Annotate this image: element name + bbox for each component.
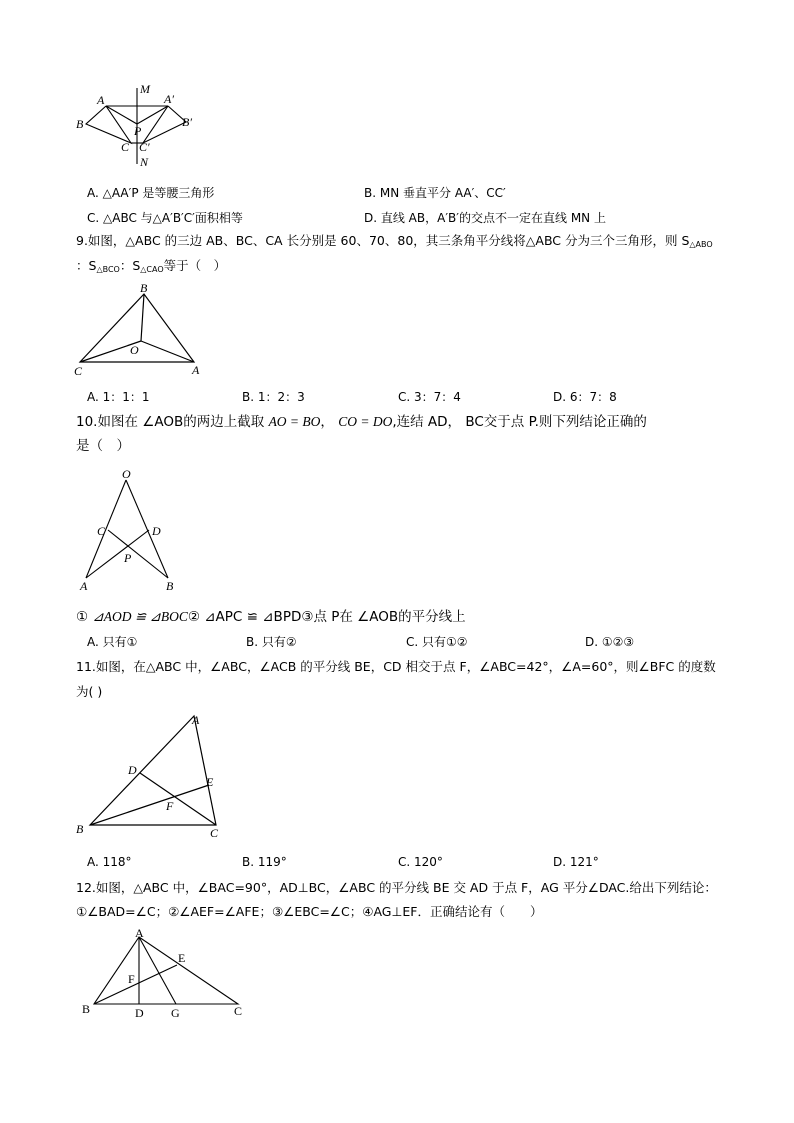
label-c: C: [74, 364, 83, 378]
q9-option-d: D. 6：7：8: [553, 390, 617, 404]
q8-option-a: A. △AA′P 是等腰三角形: [87, 186, 215, 200]
q11-option-c: C. 120°: [398, 855, 443, 869]
label-o: O: [122, 467, 131, 481]
triangle-a2b2c2: [143, 106, 186, 143]
q10-figure: [72, 464, 192, 596]
label-c: C: [121, 140, 130, 154]
triangle-abc: [90, 716, 216, 825]
label-d: D: [152, 524, 161, 538]
q10-option-c: C. 只有①②: [406, 635, 468, 649]
label-c-prime: C′: [139, 140, 150, 154]
label-f: F: [166, 799, 174, 813]
label-g: G: [171, 1006, 180, 1020]
label-a: A: [192, 363, 200, 377]
segment-ap: [106, 106, 137, 124]
q10-statements: ① ⊿AOD ≌ ⊿BOC② ⊿APC ≌ ⊿BPD③点 P在 ∠AOB的平分线上: [76, 609, 466, 625]
q8-option-b: B. MN 垂直平分 AA′、CC′: [364, 186, 506, 200]
label-p: P: [134, 124, 142, 138]
label-c: C: [97, 524, 106, 538]
q12-question-line1: 12.如图，△ABC 中，∠BAC=90°，AD⊥BC，∠ABC 的平分线 BE 交 AD 于点 F，AG 平分∠DAC.给出下列结论：: [76, 880, 717, 895]
q9-question-line2: ：$S_{\triangle BCO}$：$S_{\triangle CAO}$等于（ ）: [76, 258, 227, 274]
q10-option-d: D. ①②③: [585, 635, 635, 649]
label-b: B: [166, 579, 174, 593]
label-a: A: [135, 926, 144, 940]
label-a: A: [192, 713, 200, 727]
q9-option-c: C. 3：7：4: [398, 390, 461, 404]
q9-option-a: A. 1：1：1: [87, 390, 150, 404]
segment-be: [90, 785, 209, 825]
segment-bo: [141, 294, 144, 341]
q10-question-line2: 是（ ）: [76, 438, 130, 454]
q10-option-b: B. 只有②: [246, 635, 297, 649]
q9-question-line1: 9.如图，△ABC 的三边 AB、BC、CA 长分别是 60、70、80，其三条角平分线将△ABC 分为三个三角形，则 $S_{\triangle ABO}$: [76, 233, 713, 249]
label-m: M: [140, 82, 150, 96]
q12-question-line2: ①∠BAD=∠C；②∠AEF=∠AFE；③∠EBC=∠C；④AG⊥EF．正确结论有（ ）: [76, 904, 543, 919]
label-o: O: [130, 343, 139, 357]
label-b-prime: B′: [182, 115, 192, 129]
triangle-abc: [86, 106, 131, 143]
label-e: E: [178, 951, 186, 965]
q11-option-a: A. 118°: [87, 855, 132, 869]
q11-question-line1: 11.如图，在△ABC 中，∠ABC，∠ACB 的平分线 BE，CD 相交于点 F，∠ABC=42°，∠A=60°，则∠BFC 的度数: [76, 659, 716, 674]
q10-option-a: A. 只有①: [87, 635, 138, 649]
label-b: B: [76, 822, 84, 836]
label-d: D: [135, 1006, 144, 1020]
q12-figure: [72, 922, 262, 1020]
label-b: B: [140, 281, 148, 295]
label-d: D: [128, 763, 137, 777]
q11-option-d: D. 121°: [553, 855, 599, 869]
q11-option-b: B. 119°: [242, 855, 287, 869]
q10-question-line1: 10.如图在 ∠AOB的两边上截取 AO = BO， CO = DO,连结 AD， BC交于点 P.则下列结论正确的: [76, 414, 647, 430]
q8-option-d: D. 直线 AB，A′B′的交点不一定在直线 MN 上: [364, 211, 606, 225]
q8-option-c: C. △ABC 与△A′B′C′面积相等: [87, 211, 243, 225]
q9-figure: [70, 280, 210, 380]
segment-cd: [140, 773, 216, 825]
q9-option-b: B. 1：2：3: [242, 390, 305, 404]
label-f: F: [128, 972, 135, 986]
label-a: A: [80, 579, 88, 593]
label-b: B: [82, 1002, 91, 1016]
q8-figure: [70, 82, 210, 168]
label-b: B: [76, 117, 84, 131]
label-c: C: [234, 1004, 243, 1018]
q11-question-line2: 为( ): [76, 684, 103, 699]
label-c: C: [210, 826, 219, 840]
segment-ag: [139, 937, 176, 1004]
segment-a2p: [137, 106, 168, 124]
label-p: P: [124, 551, 132, 565]
label-n: N: [140, 155, 149, 168]
label-a: A: [97, 93, 105, 107]
q11-figure: [70, 706, 230, 842]
segment-ob: [126, 480, 168, 578]
label-e: E: [206, 775, 214, 789]
label-a-prime: A′: [164, 92, 174, 106]
